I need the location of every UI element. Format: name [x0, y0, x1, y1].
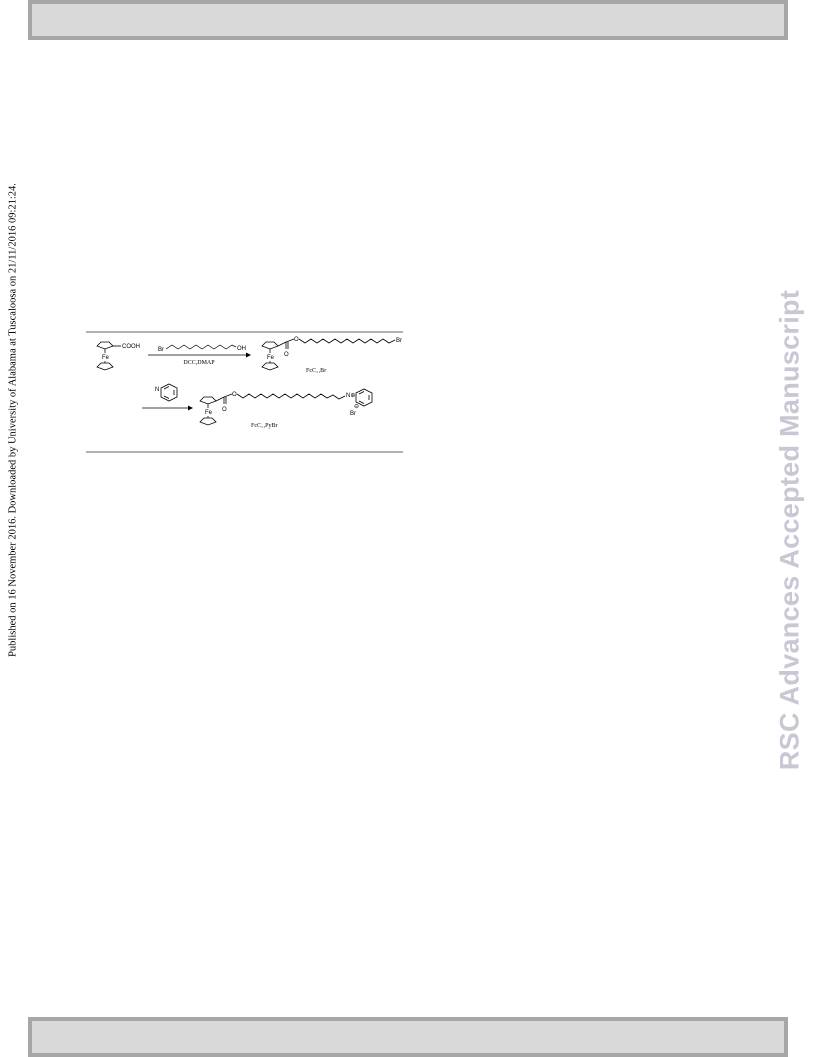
reagent-chain [166, 345, 236, 349]
product1-br-label: Br [396, 338, 402, 344]
product1-name: FcC₁₁Br [306, 368, 327, 374]
reaction-scheme-svg [86, 325, 404, 457]
reagent-oh-label: OH [237, 346, 246, 352]
product2-name: FcC₁₁PyBr [251, 423, 278, 429]
reaction-arrow-1 [148, 353, 251, 358]
header-bar [28, 0, 788, 40]
fe-label-1: Fe [102, 355, 110, 361]
pyridine-n-label: N [155, 387, 160, 393]
fe-label-2: Fe [267, 355, 275, 361]
pyridine-reagent [161, 384, 177, 401]
counter-charge-label: ⊖ [354, 404, 360, 410]
conditions-label: DCC,DMAP [183, 360, 215, 366]
footer-bar [28, 1017, 788, 1057]
reaction-scheme [86, 325, 404, 457]
watermark-text: RSC Advances Accepted Manuscript [774, 289, 805, 771]
fe-label-3: Fe [205, 410, 213, 416]
counter-ion-label: Br [350, 411, 356, 417]
publication-note-text: Published on 16 November 2016. Downloaded by University of Alabama at Tuscaloosa on 21/11/2016 09:21:24. [7, 183, 19, 657]
ester-o-label-2: O [232, 392, 237, 398]
cooh-label: COOH [122, 344, 140, 350]
reaction-arrow-2 [142, 406, 193, 411]
product-1-structure [262, 339, 395, 370]
pyridinium-n-label: N⊕ [346, 393, 356, 399]
carbonyl-o-label-1: O [284, 352, 289, 358]
carbonyl-o-label-2: O [222, 407, 227, 413]
ester-o-label-1: O [294, 337, 299, 343]
reagent-br-label: Br [158, 347, 164, 353]
